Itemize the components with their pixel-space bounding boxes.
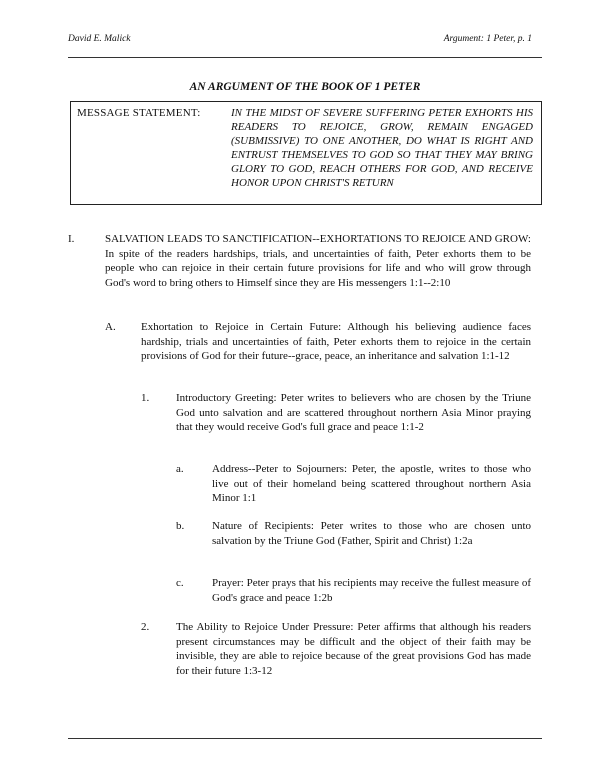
message-statement-label: MESSAGE STATEMENT: [77,107,201,119]
message-statement-text: IN THE MIDST OF SEVERE SUFFERING PETER EXHORTS HIS READERS TO REJOICE, GROW, REMAIN ENGAGED (SUBMISSIVE) TO ONE ANOTHER, DO WHAT IS RIGHT AND ENTRUST THEMSELVES TO GOD SO THAT THEY MAY BRING GLORY TO GOD, REACH OTHERS FOR GOD, AND RECEIVE HONOR UPON CHRIST'S RETURN [231,107,533,189]
item-c-marker: c. [176,577,184,589]
footer-rule [68,738,542,739]
item-a-marker: a. [176,463,184,475]
item-1-marker: 1. [141,392,150,404]
item-b-text: Nature of Recipients: Peter writes to those who are chosen unto salvation by the Triune God (Father, Spirit and Christ) 1:2a [212,520,531,547]
document-title: AN ARGUMENT OF THE BOOK OF 1 PETER [189,81,421,93]
page-header [68,34,532,48]
item-2-marker: 2. [141,621,150,633]
header-page-reference: Argument: 1 Peter, p. 1 [443,34,532,44]
item-1-text: Introductory Greeting: Peter writes to believers who are chosen by the Triune God unto salvation and are scattered throughout northern Asia Minor praying that they would receive God's full grace and peace 1:1-2 [176,392,531,433]
header-author: David E. Malick [68,34,131,44]
section-a-text: Exhortation to Rejoice in Certain Future: Although his believing audience faces hardship, trials and uncertainties of faith, Peter exhorts them to rejoice in the certain provisions of God for their future--grace, peace, an inheritance and salvation 1:1-12 [141,321,531,362]
message-statement-box [70,101,542,205]
section-a-marker: A. [105,321,116,333]
section-i-text: SALVATION LEADS TO SANCTIFICATION--EXHORTATIONS TO REJOICE AND GROW: In spite of the readers hardships, trials, and uncertainties of faith, Peter exhorts them to be people who can rejoice in their certain future provisions for life and who will grow through God's word to bring others to Himself since they are His messengers 1:1--2:10 [105,233,531,289]
item-c-text: Prayer: Peter prays that his recipients may receive the fullest measure of God's grace and peace 1:2b [212,577,531,604]
item-b-marker: b. [176,520,185,532]
section-i-marker: I. [68,233,75,245]
item-2-text: The Ability to Rejoice Under Pressure: Peter affirms that although his readers present circumstances may be difficult and the object of their faith may be invisible, they are able to rejoice because of the great provisions God has made for their future 1:3-12 [176,621,531,677]
header-rule [68,57,542,58]
item-a-text: Address--Peter to Sojourners: Peter, the apostle, writes to those who live out of their homeland being scattered throughout northern Asia Minor 1:1 [212,463,531,504]
